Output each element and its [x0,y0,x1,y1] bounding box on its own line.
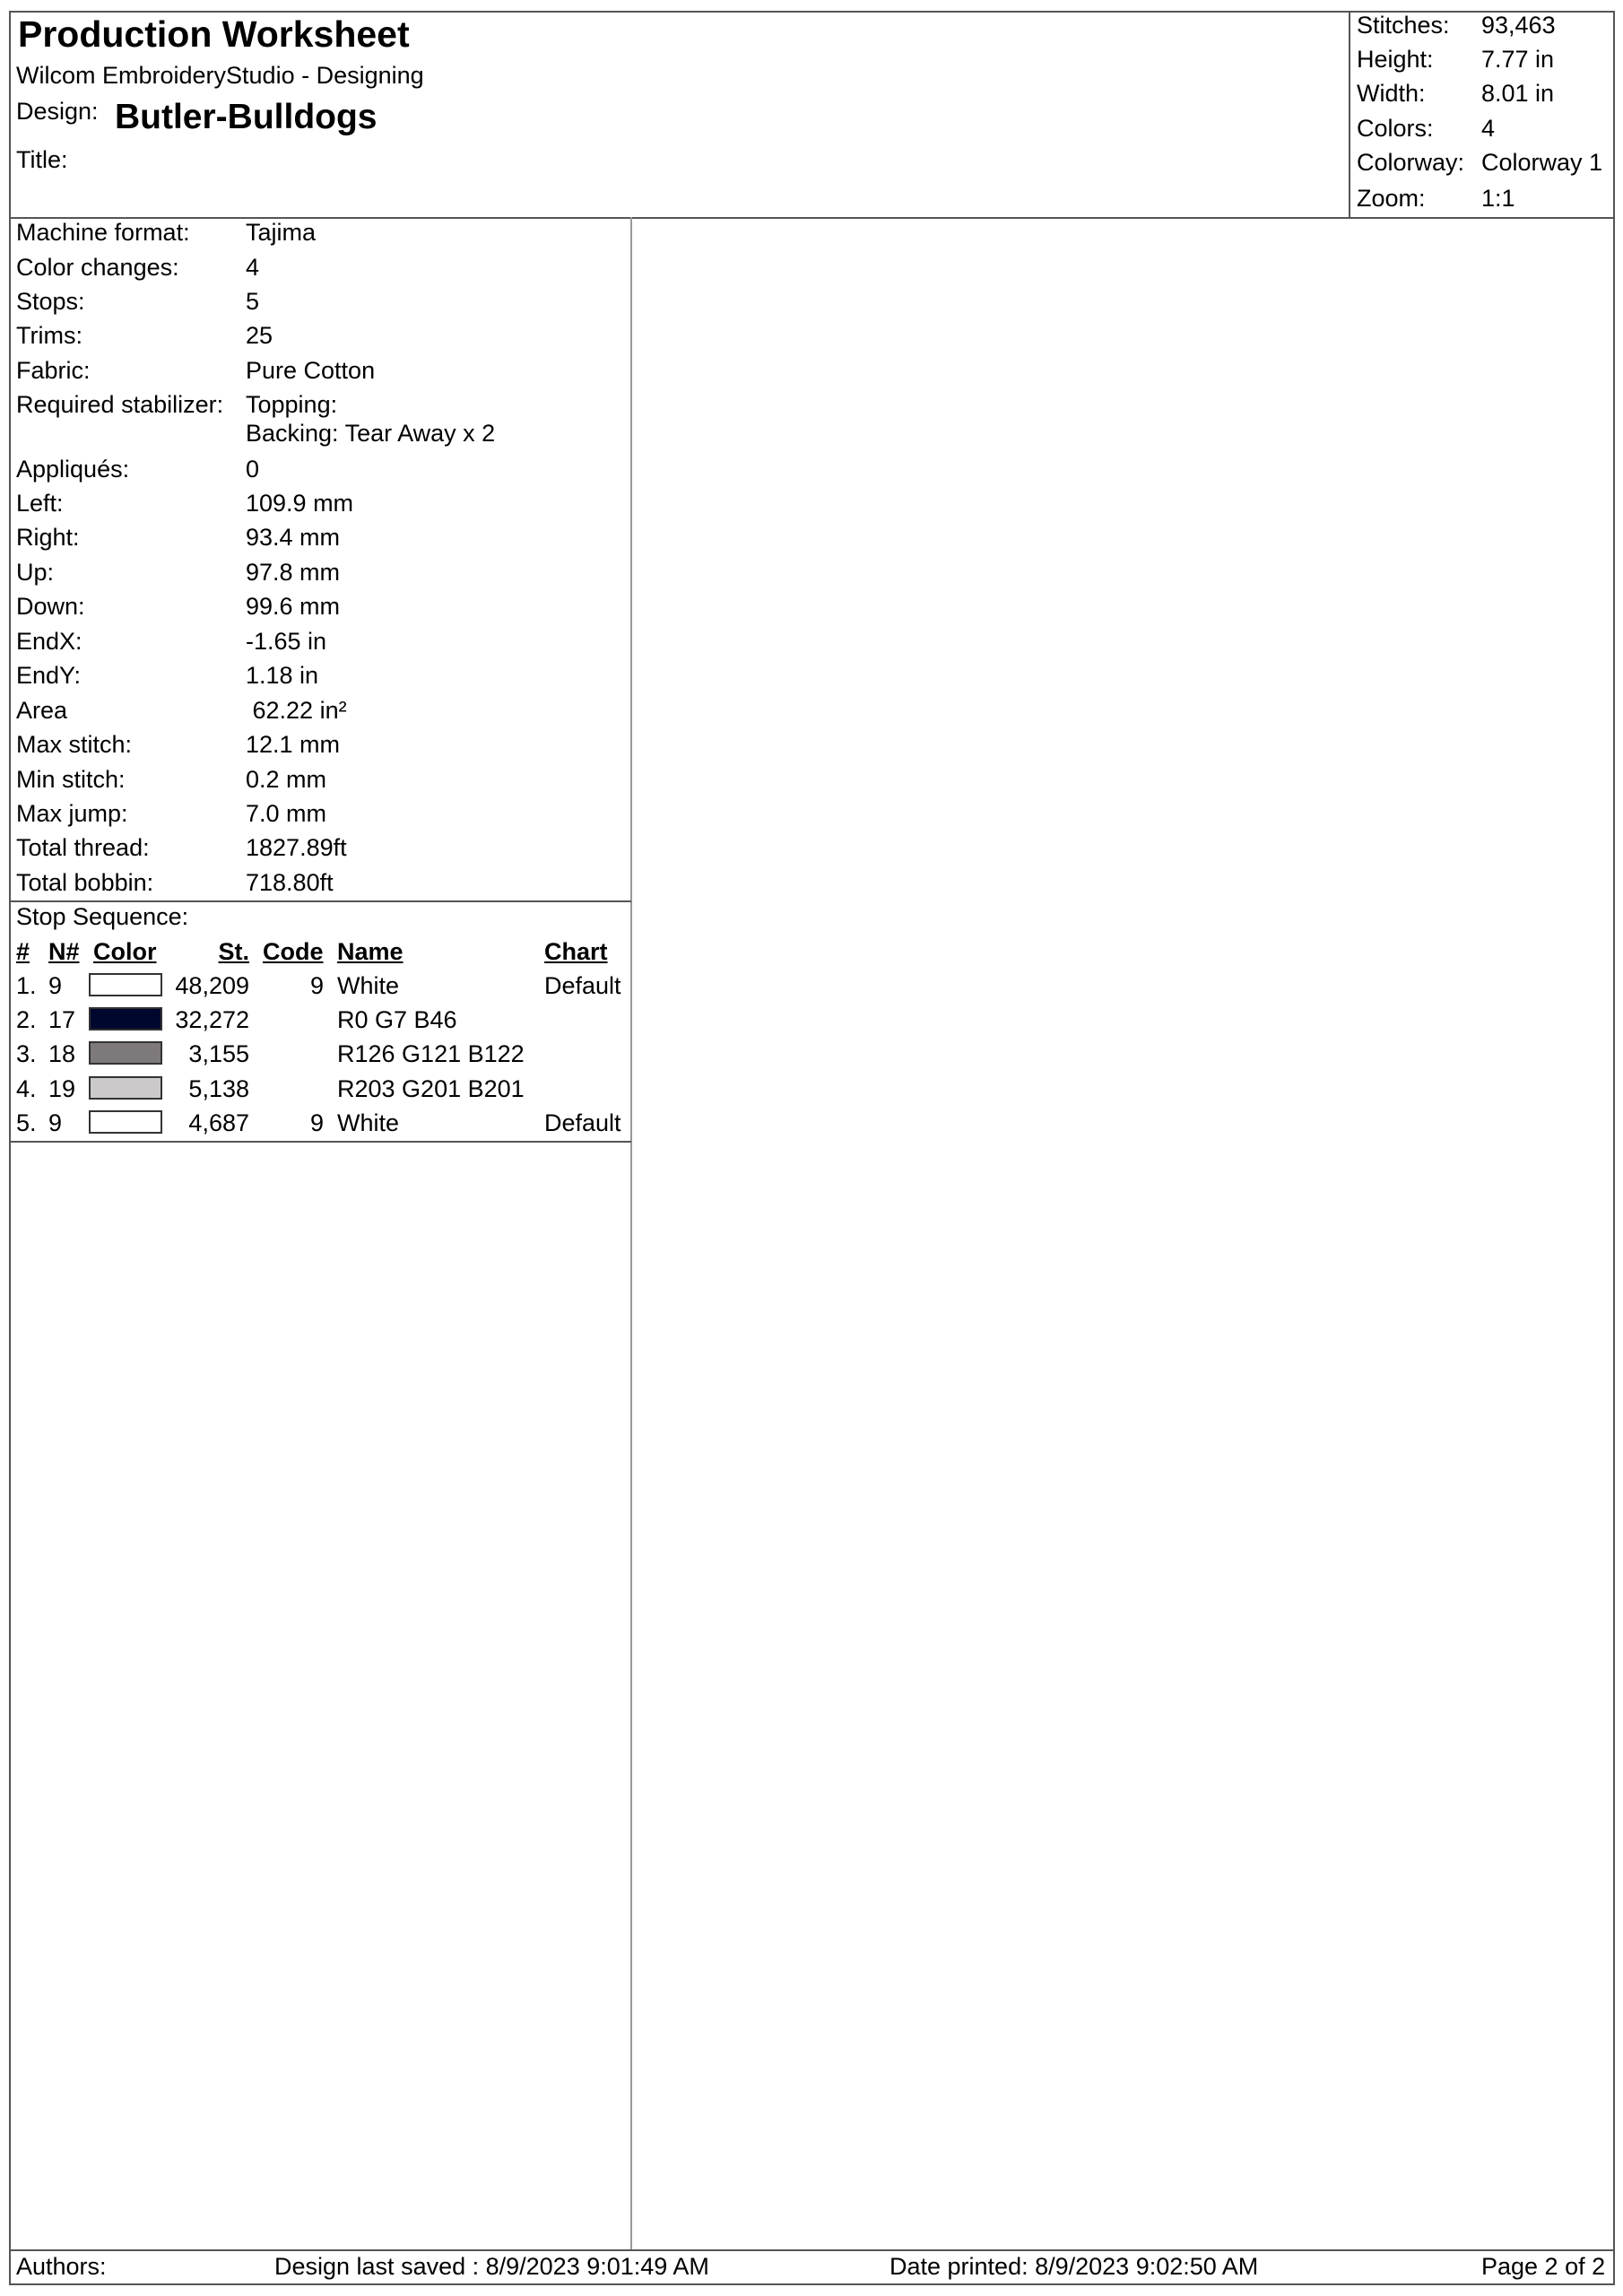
info-value: 4 [246,254,260,281]
stop-needle: 17 [48,1006,76,1033]
info-value: 1.18 in [246,662,319,689]
stop-color-name: White [337,972,400,999]
info-value: 0 [246,456,260,483]
color-swatch [89,1110,162,1134]
color-swatch [89,1076,162,1100]
title-label: Title: [16,146,68,173]
info-label: Max jump: [16,800,128,827]
info-label: Required stabilizer: [16,391,224,418]
column-header-code: Code [263,938,324,965]
info-label: Right: [16,524,80,551]
stop-stitches: 32,272 [175,1006,249,1033]
info-label: Trims: [16,322,82,349]
column-header-needle: N# [48,938,80,965]
stitches-label: Stitches: [1357,12,1450,39]
stop-number: 5. [16,1109,37,1136]
stop-chart: Default [544,1109,621,1136]
column-header-chart: Chart [544,938,608,965]
info-label: Total bobbin: [16,869,154,896]
info-label: Fabric: [16,357,91,384]
info-label: Min stitch: [16,766,126,793]
info-value: 0.2 mm [246,766,327,793]
column-header-color: Color [93,938,157,965]
info-label: Left: [16,490,64,517]
info-value: 109.9 mm [246,490,354,517]
info-label: Up: [16,559,55,586]
stop-color-name: R0 G7 B46 [337,1006,457,1033]
info-label: EndY: [16,662,82,689]
stop-color-name: White [337,1109,400,1136]
zoom-label: Zoom: [1357,185,1426,212]
info-value: 7.0 mm [246,800,327,827]
stop-needle: 9 [48,972,63,999]
info-value: 97.8 mm [246,559,341,586]
stop-stitches: 3,155 [188,1040,249,1067]
footer-page-number: Page 2 of 2 [1481,2253,1606,2280]
info-label: EndX: [16,628,82,655]
info-label: Down: [16,593,85,620]
stop-code: 9 [309,972,324,999]
height-value: 7.77 in [1481,46,1555,73]
color-swatch [89,1007,162,1031]
footer-last-saved: Design last saved : 8/9/2023 9:01:49 AM [274,2253,709,2280]
info-value: 62.22 in² [246,697,347,724]
stop-chart: Default [544,972,621,999]
sequence-divider [9,1141,631,1143]
width-label: Width: [1357,80,1426,107]
width-value: 8.01 in [1481,80,1555,107]
info-label: Machine format: [16,219,190,246]
stitches-value: 93,463 [1481,12,1556,39]
color-swatch [89,973,162,996]
page-title: Production Worksheet [18,13,410,55]
column-header-name: Name [337,938,404,965]
info-value: Tajima [246,219,317,246]
colorway-value: Colorway 1 [1481,149,1603,176]
colors-value: 4 [1481,115,1496,142]
info-label: Color changes: [16,254,179,281]
stop-color-name: R203 G201 B201 [337,1075,525,1102]
stop-number: 2. [16,1006,37,1033]
design-label: Design: [16,98,99,125]
stop-needle: 18 [48,1040,76,1067]
info-label: Max stitch: [16,731,133,758]
colors-label: Colors: [1357,115,1434,142]
info-value: 93.4 mm [246,524,341,551]
stop-number: 1. [16,972,37,999]
height-label: Height: [1357,46,1434,73]
column-header-number: # [16,938,30,965]
worksheet-page [9,11,1615,2285]
colorway-label: Colorway: [1357,149,1465,176]
stats-divider [1349,11,1350,218]
design-name: Butler-Bulldogs [115,98,378,136]
info-label: Area [16,697,68,724]
stop-needle: 19 [48,1075,76,1102]
stop-code: 9 [309,1109,324,1136]
info-value: Topping: [246,391,338,418]
info-value: 718.80ft [246,869,334,896]
stop-needle: 9 [48,1109,63,1136]
stop-color-name: R126 G121 B122 [337,1040,525,1067]
info-value: Pure Cotton [246,357,376,384]
info-label: Appliqués: [16,456,130,483]
stop-stitches: 48,209 [175,972,249,999]
stop-stitches: 5,138 [188,1075,249,1102]
info-value: -1.65 in [246,628,327,655]
info-value: 1827.89ft [246,834,347,861]
color-swatch [89,1041,162,1065]
stop-number: 4. [16,1075,37,1102]
info-value: 99.6 mm [246,593,341,620]
zoom-value: 1:1 [1481,185,1515,212]
footer-divider [9,2249,1615,2251]
info-label: Stops: [16,288,85,315]
software-subtitle: Wilcom EmbroideryStudio - Designing [16,62,424,89]
info-value: 25 [246,322,273,349]
info-value: 5 [246,288,260,315]
info-value-backing: Backing: Tear Away x 2 [246,420,496,447]
footer-date-printed: Date printed: 8/9/2023 9:02:50 AM [890,2253,1259,2280]
info-label: Total thread: [16,834,150,861]
stop-stitches: 4,687 [188,1109,249,1136]
stop-sequence-title: Stop Sequence: [16,903,189,930]
stop-number: 3. [16,1040,37,1067]
column-divider [630,217,632,2251]
info-value: 12.1 mm [246,731,341,758]
column-header-stitches: St. [218,938,249,965]
footer-authors: Authors: [16,2253,107,2280]
